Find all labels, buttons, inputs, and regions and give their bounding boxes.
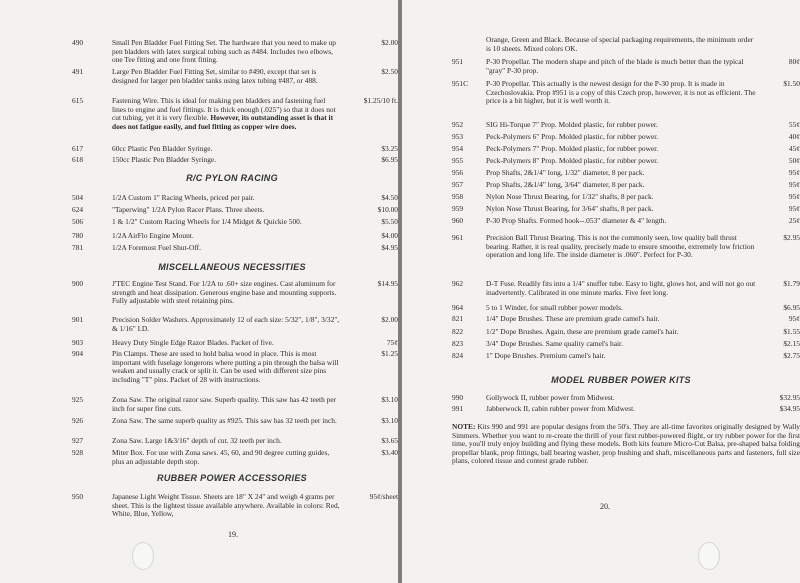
item-description: Pin Clamps. These are used to hold balsa wood in place. This is most important with fuselage longerons where putting a pin through the balsa will weaken and usually crack or split it. Can be used with different size pins including "T" pins. Packet of 28 with instructions.: [112, 349, 339, 384]
item-price: $2.95: [783, 233, 800, 242]
item-number: 904: [72, 349, 84, 358]
binder-hole: [698, 542, 720, 570]
item-description: Peck-Polymers 8" Prop. Molded plastic, for rubber power.: [486, 156, 659, 165]
note-label: NOTE:: [452, 422, 476, 431]
right-catalog-page: [402, 0, 800, 583]
item-number: 953: [452, 132, 464, 141]
item-number: 926: [72, 416, 84, 425]
section-heading: MISCELLANEOUS NECESSITIES: [158, 262, 306, 272]
item-description: Prop Shafts, 2&1/4" long, 3/64" diameter, 8 per pack.: [486, 180, 645, 189]
item-number: 952: [452, 120, 464, 129]
item-price: 95¢: [788, 204, 800, 213]
item-number: 962: [452, 279, 464, 288]
item-number: 901: [72, 315, 84, 324]
item-price: $14.95: [377, 279, 398, 288]
item-price: $3.65: [381, 436, 398, 445]
item-description: Zona Saw. The same superb quality as #925. This saw has 32 teeth per inch.: [112, 416, 337, 425]
item-number: 958: [452, 192, 464, 201]
item-price: $1.25: [381, 349, 398, 358]
item-description: Nylon Nose Thrust Bearing, for 1/32" shafts, 8 per pack.: [486, 192, 654, 201]
item-number: 823: [452, 339, 464, 348]
item-description: 1/2A AirFlo Engine Mount.: [112, 231, 194, 240]
item-number: 618: [72, 155, 84, 164]
item-number: 624: [72, 205, 84, 214]
item-price: $4.95: [381, 243, 398, 252]
item-description: 60cc Plastic Pen Bladder Syringe.: [112, 144, 213, 153]
item-number: 964: [452, 303, 464, 312]
item-number: 780: [72, 231, 84, 240]
item-number: 615: [72, 96, 84, 105]
item-number: 781: [72, 243, 84, 252]
item-number: 506: [72, 217, 84, 226]
item-description: Miter Box. For use with Zona saws. 45, 60, and 90 degree cutting guides, plus an adjustable depth stop.: [112, 448, 330, 466]
item-number: 954: [452, 144, 464, 153]
item-price: $34.95: [779, 404, 800, 413]
binder-hole: [132, 542, 154, 570]
item-number: 960: [452, 216, 464, 225]
item-number: 991: [452, 404, 464, 413]
item-price: $2.15: [783, 339, 800, 348]
item-price: 50¢: [788, 156, 800, 165]
item-price: $2.50: [381, 67, 398, 76]
page-number: 20.: [600, 502, 610, 511]
item-description: D-T Fuse. Readily fits into a 1/4" snuffer tube. Easy to light, glows hot, and will not go out inadvertently. Calibrated in one minute marks. Five feet long.: [486, 279, 756, 297]
item-description: 1/2A Foremost Fuel Shut-Off.: [112, 243, 201, 252]
item-price: 80¢: [788, 57, 800, 66]
item-price: $3.25: [381, 144, 398, 153]
item-number: 617: [72, 144, 84, 153]
item-price: $10.00: [377, 205, 398, 214]
item-price: $2.75: [783, 351, 800, 360]
item-description: Jabberwock II, cabin rubber power from Midwest.: [486, 404, 635, 413]
item-price: $6.95: [783, 303, 800, 312]
item-description: Zona Saw. Large 1&3/16" depth of cut. 32 teeth per inch.: [112, 436, 282, 445]
item-price: $1.79: [783, 279, 800, 288]
item-description: 1" Dope Brushes. Premium camel's hair.: [486, 351, 606, 360]
kits-note: NOTE: Kits 990 and 991 are popular designs from the 50's. They are all-time favorites originally designed by Wally Simmers. Whether you want to re-create the thrill of your first rubber-powered flight, or try rubber power for the first time, you'll truly enjoy building and flying these models. Both kits feature Micro-Cut Balsa, pre-shaped balsa folding propellar blank, prop fittings, ball bearing washer, prop bushing and shaft, miscellaneous parts and fasteners, full size plans, colored tissue and contest grade rubber.: [452, 422, 800, 466]
item-price: $6.95: [381, 155, 398, 164]
item-price: $4.00: [381, 231, 398, 240]
item-price: $3.40: [381, 448, 398, 457]
item-price: 95¢: [788, 314, 800, 323]
item-price: $4.50: [381, 193, 398, 202]
item-description: Precision Solder Washers. Approximately 12 of each size: 5/32", 1/8", 3/32", & 1/16" I.D.: [112, 315, 340, 333]
item-price: 75¢: [386, 338, 398, 347]
item-number: 822: [452, 327, 464, 336]
item-number: 903: [72, 338, 84, 347]
item-price: $1.50: [783, 79, 800, 88]
left-catalog-page: [0, 0, 398, 583]
item-description: Precision Ball Thrust Bearing. This is not the commonly seen, low quality ball thrust bearing. Rather, it is real quality, precisely made to ensure smoothe, extremely low friction operation and long life. The inside diameter is .060". Perfect for P-30.: [486, 233, 755, 260]
item-number: 491: [72, 67, 84, 76]
item-description: SIG Hi-Torque 7" Prop. Molded plastic, for rubber power.: [486, 120, 658, 129]
item-number: 824: [452, 351, 464, 360]
item-number: 900: [72, 279, 84, 288]
item-description: P-30 Propellar. This actually is the newest design for the P-30 prop. It is made in Czechoslovakia. Prop #951 is a copy of this Czech prop, however, it is not as efficient. The price is a bit higher, but it is well worth it.: [486, 79, 756, 106]
item-description: P-30 Propellar. The modern shape and pitch of the blade is much better than the typical "gray" P-30 prop.: [486, 57, 744, 75]
item-description: 1/2" Dope Brushes. Again, these are premium grade camel's hair.: [486, 327, 679, 336]
item-number: 950: [72, 492, 84, 501]
item-description: Zona Saw. The original razor saw. Superb quality. This saw has 42 teeth per inch for super fine cuts.: [112, 395, 337, 413]
item-number: 928: [72, 448, 84, 457]
item-number: 504: [72, 193, 84, 202]
item-description: Fastening Wire. This is ideal for making pen bladders and fastening fuel lines to engine and fuel fittings. It is thick enough (.025") so that it does not cut tubing, yet it is very flexible. However, its outstanding asset is that it does not fatigue easily, and fuel fitting as copper wire does.: [112, 96, 336, 131]
item-description: 150cc Plastic Pen Bladder Syringe.: [112, 155, 217, 164]
item-description: 1/2A Custom 1" Racing Wheels, priced per pair.: [112, 193, 255, 202]
item-price: $3.10: [381, 416, 398, 425]
item-price: $1.55: [783, 327, 800, 336]
item-number: 951: [452, 57, 464, 66]
item-number: 955: [452, 156, 464, 165]
item-number: 927: [72, 436, 84, 445]
item-number: 925: [72, 395, 84, 404]
item-price: $5.50: [381, 217, 398, 226]
item-description: Small Pen Bladder Fuel Fitting Set. The hardware that you need to make up pen bladders with latex surgical tubing such as #484. Includes two elbows, one Tee fitting and one front fitting.: [112, 38, 337, 65]
item-price: 95¢: [788, 192, 800, 201]
item-price: 40¢: [788, 132, 800, 141]
item-price: 55¢: [788, 120, 800, 129]
item-price: 25¢: [788, 216, 800, 225]
item-description: 1 & 1/2" Custom Racing Wheels for 1/4 Midget & Quickie 500.: [112, 217, 302, 226]
item-number: 956: [452, 168, 464, 177]
item-description-emphasis: However, its outstanding asset is that it does not fatigue easily, and fuel fitting as copper wire does.: [112, 113, 334, 131]
item-description: Nylon Nose Thrust Bearing, for 3/64" shafts, 8 per pack.: [486, 204, 654, 213]
item-number: 990: [452, 393, 464, 402]
item-price: $32.95: [779, 393, 800, 402]
item-price: $1.25/10 ft.: [363, 96, 398, 105]
page-number: 19.: [228, 530, 238, 539]
item-price: 95¢: [788, 168, 800, 177]
item-description: Prop Shafts, 2&1/4" long, 1/32" diameter, 8 per pack.: [486, 168, 645, 177]
item-description: Gollywock II, rubber power from Midwest.: [486, 393, 615, 402]
section-heading: R/C PYLON RACING: [186, 173, 278, 183]
section-heading: MODEL RUBBER POWER KITS: [551, 375, 691, 385]
item-price: $2.00: [381, 315, 398, 324]
continued-description: Orange, Green and Black. Because of special packaging requirements, the minimum order is 10 sheets. Mixed colors OK.: [486, 35, 754, 53]
item-number: 957: [452, 180, 464, 189]
item-description: 5 to 1 Winder, for small rubber power models.: [486, 303, 623, 312]
item-price: $3.10: [381, 395, 398, 404]
item-number: 959: [452, 204, 464, 213]
item-description: Heavy Duty Single Edge Razor Blades. Packet of five.: [112, 338, 274, 347]
item-description: Japanese Light Weight Tissue. Sheets are 18" X 24" and weigh 4 grams per sheet. This is the lightest tissue available anywhere. Available in colors: Red, White, Blue, Yellow,: [112, 492, 340, 519]
item-price: 95¢: [788, 180, 800, 189]
item-description: 1/4" Dope Brushes. These are premium grade camel's hair.: [486, 314, 660, 323]
item-description: "Taperwing" 1/2A Pylon Racer Plans. Three sheets.: [112, 205, 265, 214]
item-price: 45¢: [788, 144, 800, 153]
item-price: 95¢/sheet: [369, 492, 398, 501]
item-description: Large Pen Bladder Fuel Fitting Set, similar to #490, except that set is designed for larger pen bladder tanks using latex tubing #487, or 488.: [112, 67, 318, 85]
section-heading: RUBBER POWER ACCESSORIES: [157, 473, 307, 483]
item-price: $2.00: [381, 38, 398, 47]
item-description: 3/4" Dope Brushes. Same quality camel's hair.: [486, 339, 623, 348]
item-number: 821: [452, 314, 464, 323]
item-number: 951C: [452, 79, 469, 88]
item-number: 490: [72, 38, 84, 47]
item-description: J'TEC Engine Test Stand. For 1/2A to .60+ size engines. Cast aluminum for strength and heat dissipation. Generous engine base and mounting supports. Fully adjustable with steel retaining pins.: [112, 279, 337, 306]
item-number: 961: [452, 233, 464, 242]
item-description: Peck-Polymers 7" Prop. Molded plastic, for rubber power.: [486, 144, 659, 153]
item-description: Peck-Polymers 6" Prop. Molded plastic, for rubber power.: [486, 132, 659, 141]
item-description: P-30 Prop Shafts. Formed hook--.053" diameter & 4" length.: [486, 216, 667, 225]
